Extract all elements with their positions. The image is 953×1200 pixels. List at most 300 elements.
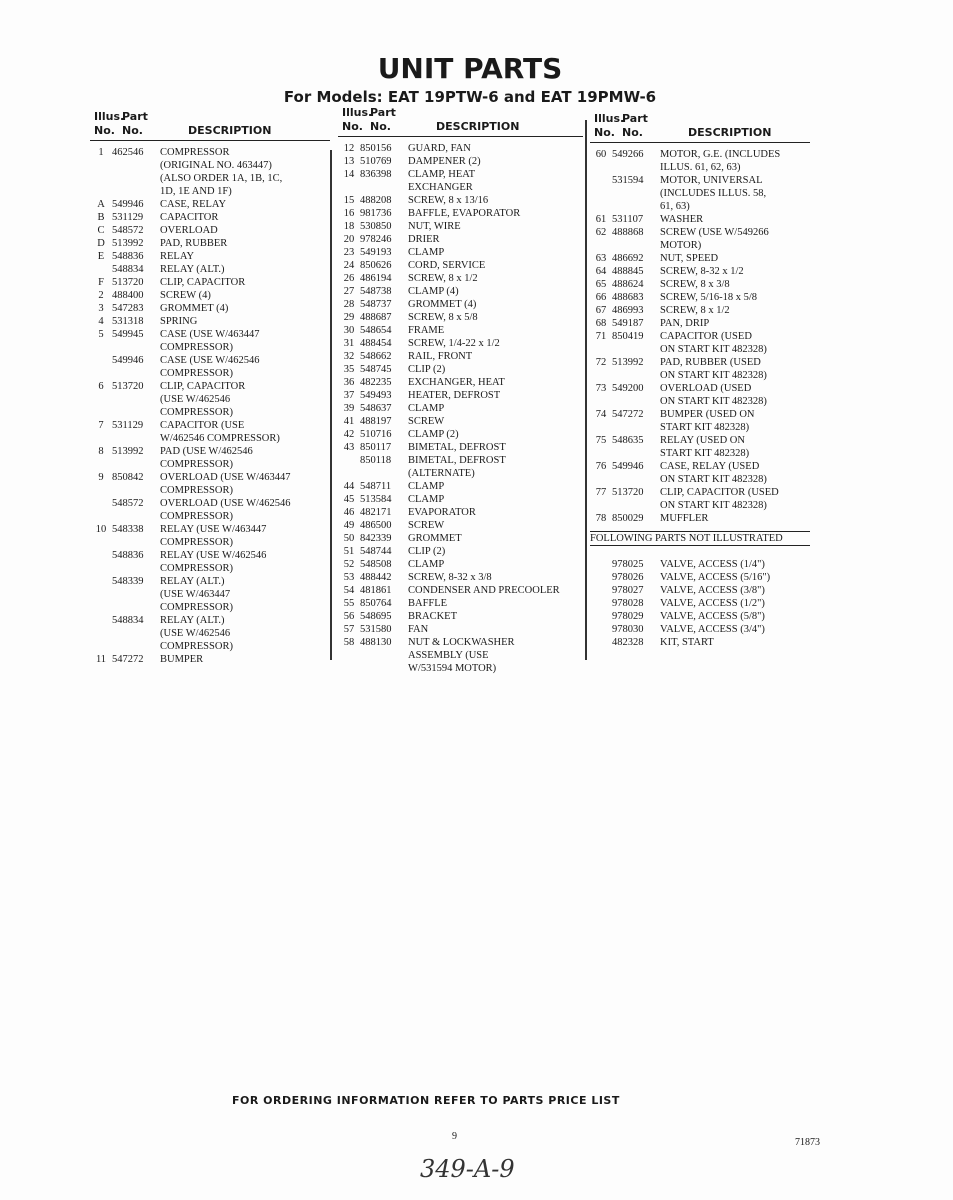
part-row <box>338 337 583 350</box>
part-number: 488687 <box>360 312 392 323</box>
part-number: 548572 <box>112 498 144 509</box>
illus-number: 74 <box>595 409 607 420</box>
part-number: 548635 <box>612 435 644 446</box>
part-row <box>90 549 330 575</box>
illus-number: 1 <box>98 147 104 158</box>
illus-number: 71 <box>595 331 607 342</box>
part-row <box>338 454 583 480</box>
part-number: 548744 <box>360 546 392 557</box>
part-description: CAPACITOR <box>160 212 219 223</box>
part-description: GROMMET <box>408 533 462 544</box>
part-description: CASE, RELAY (USED ON START KIT 482328) <box>660 461 767 485</box>
part-row <box>338 285 583 298</box>
part-description: CASE (USE W/463447 COMPRESSOR) <box>160 329 260 353</box>
part-description: SCREW <box>408 520 445 531</box>
part-number: 548662 <box>360 351 392 362</box>
part-description: PAD (USE W/462546 COMPRESSOR) <box>160 446 253 470</box>
part-row <box>90 302 330 315</box>
illus-number: 4 <box>98 316 104 327</box>
part-row <box>338 389 583 402</box>
part-description: SCREW (4) <box>160 290 211 301</box>
part-description: WASHER <box>660 214 704 225</box>
header-illus: Illus. <box>342 106 373 119</box>
part-description: FAN <box>408 624 429 635</box>
illus-number: 45 <box>343 494 355 505</box>
part-row <box>338 519 583 532</box>
part-row <box>590 317 810 330</box>
part-row <box>590 265 810 278</box>
header-illus: Illus. <box>94 110 125 123</box>
part-row <box>338 142 583 155</box>
part-row <box>338 610 583 623</box>
part-description: RELAY (USE W/462546 COMPRESSOR) <box>160 550 267 574</box>
part-row <box>338 584 583 597</box>
part-number: 978028 <box>612 598 644 609</box>
illus-number: 58 <box>343 637 355 648</box>
part-row <box>90 276 330 289</box>
part-description: BIMETAL, DEFROST <box>408 442 506 453</box>
illus-number: 39 <box>343 403 355 414</box>
illus-number: 77 <box>595 487 607 498</box>
part-description: DRIER <box>408 234 440 245</box>
illus-number: 43 <box>343 442 355 453</box>
page-number: 9 <box>452 1131 457 1142</box>
part-description: VALVE, ACCESS (3/4") <box>660 624 765 635</box>
illus-number: 72 <box>595 357 607 368</box>
illus-number: 29 <box>343 312 355 323</box>
part-description: KIT, START <box>660 637 714 648</box>
part-description: CAPACITOR (USE W/462546 COMPRESSOR) <box>160 420 280 444</box>
part-row <box>90 289 330 302</box>
part-row <box>590 486 810 512</box>
part-description: OVERLOAD (USED ON START KIT 482328) <box>660 383 767 407</box>
parts-column-1 <box>90 110 330 666</box>
part-row <box>338 493 583 506</box>
part-description: SCREW, 8 x 13/16 <box>408 195 489 206</box>
part-number: 513992 <box>612 357 644 368</box>
illus-number: 62 <box>595 227 607 238</box>
part-description: RELAY (USE W/463447 COMPRESSOR) <box>160 524 267 548</box>
parts-column-2 <box>338 106 583 675</box>
part-number: 513992 <box>112 238 144 249</box>
illus-number: 60 <box>595 149 607 160</box>
illus-number: 67 <box>595 305 607 316</box>
illus-number: 61 <box>595 214 607 225</box>
illus-number: 9 <box>98 472 104 483</box>
header-no: No. <box>122 124 143 137</box>
part-description: CLIP, CAPACITOR (USED ON START KIT 482328) <box>660 487 779 511</box>
illus-number: 55 <box>343 598 355 609</box>
part-number: 547272 <box>112 654 144 665</box>
header-illus: Illus. <box>594 112 625 125</box>
part-row <box>338 545 583 558</box>
illus-number: 12 <box>343 143 355 154</box>
part-row <box>338 207 583 220</box>
part-description: SCREW, 5/16-18 x 5/8 <box>660 292 758 303</box>
part-row <box>90 419 330 445</box>
illus-number: 42 <box>343 429 355 440</box>
part-number: 513720 <box>112 381 144 392</box>
illus-number: 73 <box>595 383 607 394</box>
part-number: 488400 <box>112 290 144 301</box>
header-rule <box>338 136 583 137</box>
illus-number: 7 <box>98 420 104 431</box>
illus-number: 46 <box>343 507 355 518</box>
illus-number: 53 <box>343 572 355 583</box>
illus-number: 57 <box>343 624 355 635</box>
column-header-top <box>338 106 583 120</box>
part-description: CORD, SERVICE <box>408 260 486 271</box>
part-row <box>590 174 810 213</box>
illus-number: 24 <box>343 260 355 271</box>
part-description: NUT & LOCKWASHER ASSEMBLY (USE W/531594 MOTOR) <box>408 637 515 674</box>
illus-number: 20 <box>343 234 355 245</box>
part-number: 549945 <box>112 329 144 340</box>
part-number: 978025 <box>612 559 644 570</box>
part-number: 850118 <box>360 455 392 466</box>
part-number: 549946 <box>612 461 644 472</box>
part-row <box>590 610 810 623</box>
part-row <box>338 376 583 389</box>
part-number: 549200 <box>612 383 644 394</box>
illus-number: 41 <box>343 416 355 427</box>
part-number: 978027 <box>612 585 644 596</box>
part-description: RELAY (USED ON START KIT 482328) <box>660 435 750 459</box>
part-number: 548338 <box>112 524 144 535</box>
part-description: CLAMP, HEAT EXCHANGER <box>408 169 476 193</box>
part-row <box>90 198 330 211</box>
column-header <box>90 124 330 138</box>
part-row <box>90 354 330 380</box>
part-number: 462546 <box>112 147 144 158</box>
part-row <box>90 575 330 614</box>
handwritten-note: 349-A-9 <box>420 1155 515 1183</box>
part-row <box>338 571 583 584</box>
part-row <box>338 441 583 454</box>
part-number: 548637 <box>360 403 392 414</box>
part-description: SCREW, 8-32 x 1/2 <box>660 266 744 277</box>
part-description: HEATER, DEFROST <box>408 390 501 401</box>
part-row <box>590 382 810 408</box>
part-description: CLAMP (2) <box>408 429 459 440</box>
part-number: 978029 <box>612 611 644 622</box>
part-description: EXCHANGER, HEAT <box>408 377 505 388</box>
part-description: SCREW, 1/4-22 x 1/2 <box>408 338 500 349</box>
part-row <box>590 213 810 226</box>
part-row <box>90 497 330 523</box>
part-number: 850117 <box>360 442 392 453</box>
part-description: SCREW, 8 x 1/2 <box>660 305 730 316</box>
part-number: 488845 <box>612 266 644 277</box>
part-number: 488130 <box>360 637 392 648</box>
part-description: SCREW, 8-32 x 3/8 <box>408 572 492 583</box>
part-number: 486194 <box>360 273 392 284</box>
part-description: PAN, DRIP <box>660 318 710 329</box>
illus-number: 63 <box>595 253 607 264</box>
page-title: UNIT PARTS <box>377 52 563 85</box>
part-row <box>338 506 583 519</box>
part-row <box>338 623 583 636</box>
part-description: BAFFLE, EVAPORATOR <box>408 208 521 219</box>
part-row <box>90 224 330 237</box>
illus-number: 6 <box>98 381 104 392</box>
part-row <box>90 263 330 276</box>
part-row <box>590 252 810 265</box>
part-description: NUT, SPEED <box>660 253 719 264</box>
illus-number: 49 <box>343 520 355 531</box>
part-number: 548654 <box>360 325 392 336</box>
part-number: 531107 <box>612 214 644 225</box>
part-description: CAPACITOR (USED ON START KIT 482328) <box>660 331 767 355</box>
part-number: 482328 <box>612 637 644 648</box>
part-row <box>90 445 330 471</box>
illus-number: E <box>97 251 105 262</box>
part-row <box>590 460 810 486</box>
illus-number: 66 <box>595 292 607 303</box>
part-row <box>90 328 330 354</box>
part-description: OVERLOAD <box>160 225 218 236</box>
part-number: 978030 <box>612 624 644 635</box>
illus-number: B <box>97 212 105 223</box>
part-description: SCREW <box>408 416 445 427</box>
part-row <box>590 408 810 434</box>
part-row <box>590 148 810 174</box>
illus-number: A <box>97 199 105 210</box>
part-row <box>590 330 810 356</box>
header-no: No. <box>594 126 615 139</box>
illus-number: 52 <box>343 559 355 570</box>
part-row <box>590 356 810 382</box>
part-description: RELAY (ALT.) (USE W/463447 COMPRESSOR) <box>160 576 233 613</box>
part-row <box>338 220 583 233</box>
part-number: 513720 <box>612 487 644 498</box>
part-row <box>90 315 330 328</box>
part-row <box>338 415 583 428</box>
part-description: RELAY <box>160 251 195 262</box>
part-number: 513584 <box>360 494 392 505</box>
part-number: 548836 <box>112 550 144 561</box>
illus-number: 8 <box>98 446 104 457</box>
part-row <box>338 168 583 194</box>
part-description: CLIP, CAPACITOR <box>160 277 246 288</box>
part-number: 548737 <box>360 299 392 310</box>
part-number: 548834 <box>112 615 144 626</box>
part-row <box>338 311 583 324</box>
part-row <box>590 512 810 525</box>
header-no: No. <box>370 120 391 133</box>
part-description: CLIP (2) <box>408 364 446 375</box>
part-description: RAIL, FRONT <box>408 351 473 362</box>
part-number: 549266 <box>612 149 644 160</box>
illus-number: 10 <box>95 524 107 535</box>
part-number: 531594 <box>612 175 644 186</box>
part-description: GUARD, FAN <box>408 143 471 154</box>
part-description: VALVE, ACCESS (1/4") <box>660 559 765 570</box>
part-description: CLAMP (4) <box>408 286 459 297</box>
part-description: CLAMP <box>408 247 445 258</box>
column-divider <box>330 150 332 660</box>
part-description: PAD, RUBBER <box>160 238 228 249</box>
header-no: No. <box>342 120 363 133</box>
illus-number: 37 <box>343 390 355 401</box>
part-description: GROMMET (4) <box>408 299 477 310</box>
header-part: Part <box>122 110 148 123</box>
part-description: SCREW, 8 x 5/8 <box>408 312 478 323</box>
part-row <box>90 380 330 419</box>
part-number: 549193 <box>360 247 392 258</box>
part-row <box>338 402 583 415</box>
part-row <box>338 532 583 545</box>
part-number: 486500 <box>360 520 392 531</box>
illus-number: 78 <box>595 513 607 524</box>
part-number: 486993 <box>612 305 644 316</box>
part-row <box>590 226 810 252</box>
part-number: 488624 <box>612 279 644 290</box>
illus-number: 26 <box>343 273 355 284</box>
part-row <box>590 304 810 317</box>
part-row <box>90 237 330 250</box>
part-row <box>338 363 583 376</box>
header-description: DESCRIPTION <box>188 124 272 137</box>
part-row <box>90 523 330 549</box>
part-number: 510716 <box>360 429 392 440</box>
part-row <box>590 571 810 584</box>
part-description: MOTOR, G.E. (INCLUDES ILLUS. 61, 62, 63) <box>660 149 781 173</box>
part-description: CASE (USE W/462546 COMPRESSOR) <box>160 355 260 379</box>
illus-number: 14 <box>343 169 355 180</box>
illus-number: 18 <box>343 221 355 232</box>
document-code: 71873 <box>795 1137 820 1148</box>
illus-number: 50 <box>343 533 355 544</box>
part-description: VALVE, ACCESS (3/8") <box>660 585 765 596</box>
part-description: CASE, RELAY <box>160 199 227 210</box>
illus-number: 11 <box>95 654 107 665</box>
part-number: 530850 <box>360 221 392 232</box>
part-number: 978026 <box>612 572 644 583</box>
part-row <box>338 194 583 207</box>
illus-number: C <box>97 225 105 236</box>
illus-number: 5 <box>98 329 104 340</box>
part-row <box>590 597 810 610</box>
part-row <box>338 324 583 337</box>
part-description: CLAMP <box>408 494 445 505</box>
part-number: 548339 <box>112 576 144 587</box>
part-row <box>590 291 810 304</box>
parts-column-3 <box>590 112 810 649</box>
column-divider <box>585 120 587 660</box>
part-number: 513992 <box>112 446 144 457</box>
part-number: 488442 <box>360 572 392 583</box>
part-description: BIMETAL, DEFROST (ALTERNATE) <box>408 455 506 479</box>
header-rule <box>590 142 810 143</box>
part-number: 531129 <box>112 420 144 431</box>
part-description: CONDENSER AND PRECOOLER <box>408 585 560 596</box>
illus-number: 76 <box>595 461 607 472</box>
part-description: RELAY (ALT.) <box>160 264 225 275</box>
part-number: 486692 <box>612 253 644 264</box>
part-row <box>338 233 583 246</box>
part-number: 549946 <box>112 355 144 366</box>
part-row <box>590 434 810 460</box>
illus-number: 28 <box>343 299 355 310</box>
part-number: 836398 <box>360 169 392 180</box>
part-description: CLAMP <box>408 559 445 570</box>
part-row <box>590 636 810 649</box>
illus-number: 13 <box>343 156 355 167</box>
part-row <box>338 597 583 610</box>
column-header-top <box>590 112 810 126</box>
column-header <box>590 126 810 140</box>
not-illustrated-heading: FOLLOWING PARTS NOT ILLUSTRATED <box>590 531 810 546</box>
header-part: Part <box>370 106 396 119</box>
part-description: EVAPORATOR <box>408 507 476 518</box>
part-row <box>338 480 583 493</box>
part-description: CLIP, CAPACITOR (USE W/462546 COMPRESSOR) <box>160 381 246 418</box>
part-row <box>338 428 583 441</box>
part-number: 548745 <box>360 364 392 375</box>
part-description: BAFFLE <box>408 598 448 609</box>
part-description: BUMPER <box>160 654 204 665</box>
illus-number: 30 <box>343 325 355 336</box>
header-no: No. <box>94 124 115 137</box>
part-row <box>338 155 583 168</box>
part-number: 488868 <box>612 227 644 238</box>
part-row <box>590 623 810 636</box>
part-number: 481861 <box>360 585 392 596</box>
part-number: 547283 <box>112 303 144 314</box>
header-rule <box>90 140 330 141</box>
part-description: DAMPENER (2) <box>408 156 481 167</box>
part-number: 488454 <box>360 338 392 349</box>
part-number: 978246 <box>360 234 392 245</box>
part-number: 842339 <box>360 533 392 544</box>
part-row <box>90 653 330 666</box>
ordering-footer: FOR ORDERING INFORMATION REFER TO PARTS PRICE LIST <box>232 1094 620 1107</box>
part-row <box>338 350 583 363</box>
part-number: 548834 <box>112 264 144 275</box>
part-row <box>90 146 330 198</box>
part-number: 531129 <box>112 212 144 223</box>
header-description: DESCRIPTION <box>688 126 772 139</box>
part-description: BRACKET <box>408 611 458 622</box>
part-description: OVERLOAD (USE W/462546 COMPRESSOR) <box>160 498 291 522</box>
part-description: NUT, WIRE <box>408 221 461 232</box>
illus-number: 64 <box>595 266 607 277</box>
illus-number: 65 <box>595 279 607 290</box>
part-description: SCREW, 8 x 3/8 <box>660 279 730 290</box>
part-row <box>590 584 810 597</box>
part-description: CLIP (2) <box>408 546 446 557</box>
illus-number: 27 <box>343 286 355 297</box>
illus-number: 32 <box>343 351 355 362</box>
illus-number: 2 <box>98 290 104 301</box>
part-number: 531580 <box>360 624 392 635</box>
part-number: 549187 <box>612 318 644 329</box>
part-number: 531318 <box>112 316 144 327</box>
illus-number: 35 <box>343 364 355 375</box>
part-number: 488197 <box>360 416 392 427</box>
part-number: 548711 <box>360 481 392 492</box>
part-number: 548836 <box>112 251 144 262</box>
part-description: BUMPER (USED ON START KIT 482328) <box>660 409 755 433</box>
part-number: 549946 <box>112 199 144 210</box>
part-number: 548738 <box>360 286 392 297</box>
illus-number: F <box>98 277 104 288</box>
part-number: 510769 <box>360 156 392 167</box>
part-row <box>338 272 583 285</box>
illus-number: 68 <box>595 318 607 329</box>
part-number: 850626 <box>360 260 392 271</box>
